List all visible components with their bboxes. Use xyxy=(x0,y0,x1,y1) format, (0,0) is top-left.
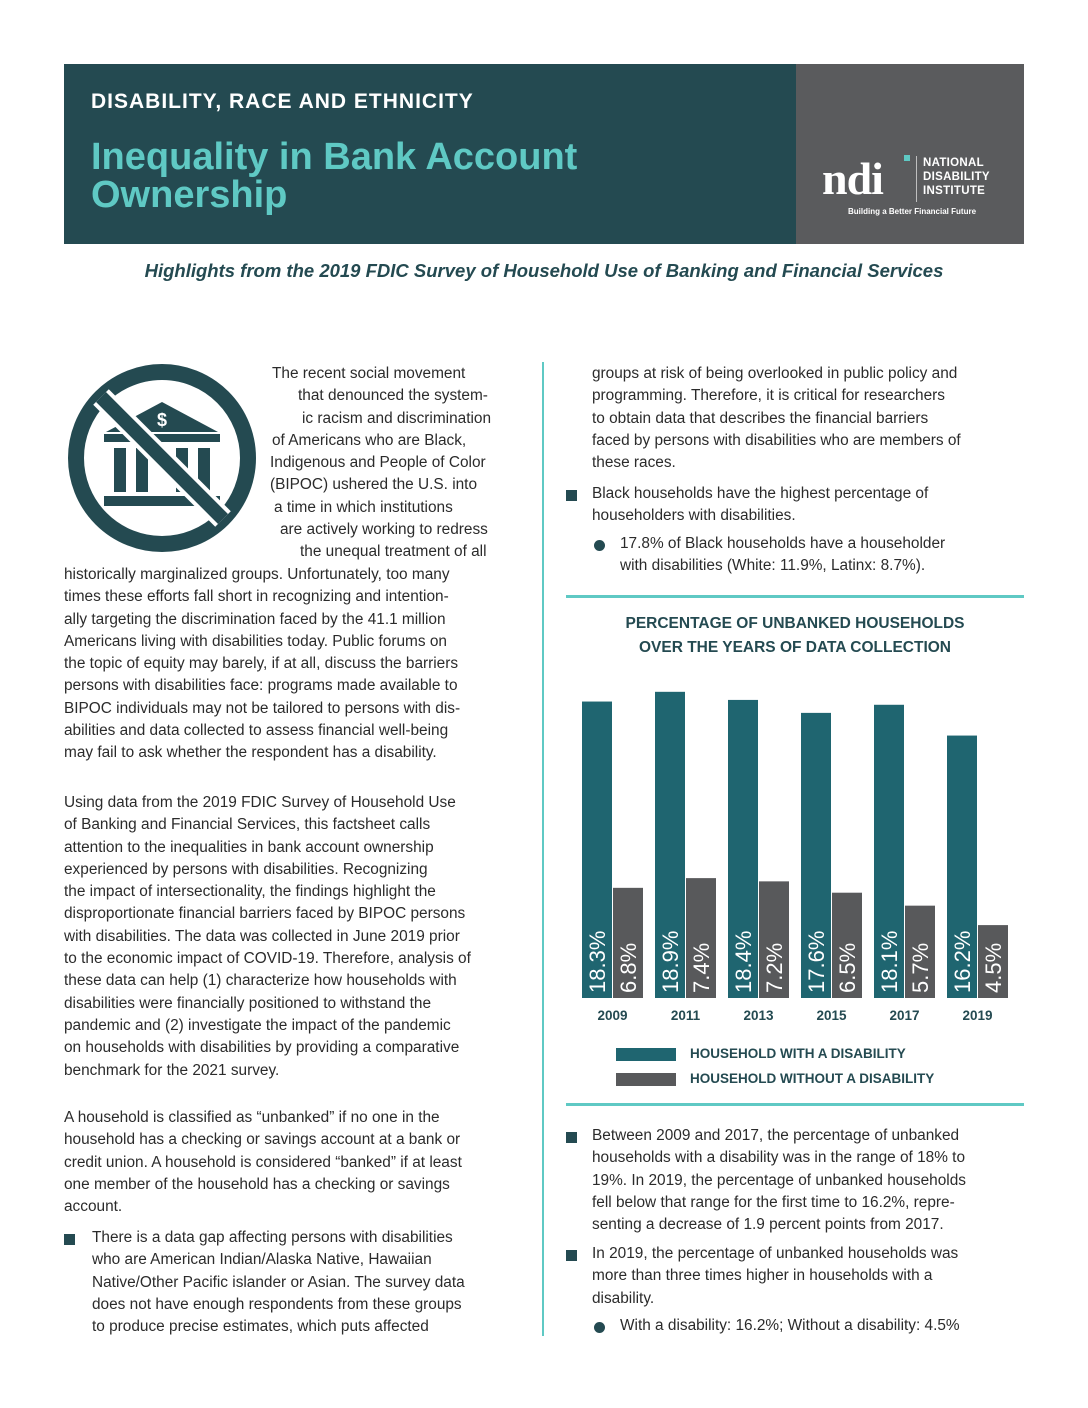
black-households-subbullet xyxy=(620,533,1024,578)
range-bullet xyxy=(592,1125,1024,1236)
bullet-dot xyxy=(594,1322,605,1333)
text-line: programming. Therefore, it is critical for researchers xyxy=(592,387,945,405)
text-line: Using data from the 2019 FDIC Survey of Household Use xyxy=(64,794,456,811)
logo-name-line: INSTITUTE xyxy=(923,185,986,197)
x-tick-label: 2013 xyxy=(743,1008,774,1023)
text-line: Americans living with disabilities today. Public forums on xyxy=(64,632,447,650)
logo-name-line: DISABILITY xyxy=(923,171,990,183)
text-line: groups at risk of being overlooked in public policy and xyxy=(592,365,958,382)
text-line: In 2019, the percentage of unbanked households was xyxy=(592,1245,959,1262)
text-line: of Banking and Financial Services, this factsheet calls xyxy=(64,816,431,834)
logo-name-line: NATIONAL xyxy=(923,157,984,169)
text-line: benchmark for the 2021 survey. xyxy=(64,1061,280,1079)
ndi-logo xyxy=(796,64,1024,244)
definition-paragraph xyxy=(64,1107,534,1218)
text-line: the impact of intersectionality, the findings highlight the xyxy=(64,883,436,901)
text-line: ally targeting the discrimination faced by the 41.1 million xyxy=(64,610,446,628)
header-banner xyxy=(64,64,1024,244)
text-line: disability. xyxy=(592,1289,655,1307)
text-line: one member of the household has a checking or savings xyxy=(64,1175,450,1193)
intro-paragraph xyxy=(64,564,534,765)
logo-dot xyxy=(904,155,910,161)
text-line: these data can help (1) characterize how households with xyxy=(64,972,457,990)
logo-tagline: Building a Better Financial Future xyxy=(848,207,977,216)
text-line: Black households have the highest percentage of xyxy=(592,485,929,502)
chart-bottom-rule xyxy=(566,1103,1024,1106)
legend-swatch-with-disability xyxy=(616,1048,676,1061)
bar-value-label: 4.5% xyxy=(981,942,1006,993)
text-line: to obtain data that describes the financial barriers xyxy=(592,409,929,427)
x-tick-label: 2017 xyxy=(889,1008,920,1023)
text-line: There is a data gap affecting persons with disabilities xyxy=(92,1229,453,1246)
chart-title xyxy=(566,612,1024,660)
text-line: may fail to ask whether the respondent has a disability. xyxy=(64,744,437,762)
text-line: BIPOC individuals may not be tailored to persons with dis- xyxy=(64,699,461,717)
bar-value-label: 18.4% xyxy=(731,930,756,993)
bar-value-label: 7.2% xyxy=(762,942,787,993)
text-line: the topic of equity may barely, if at all, discuss the barriers xyxy=(64,655,459,673)
bullet-dot xyxy=(594,540,605,551)
text-line: household has a checking or savings account at a bank or xyxy=(64,1131,461,1149)
text-line: with disabilities (White: 11.9%, Latinx: 8.7%). xyxy=(620,557,926,575)
text-line: does not have enough respondents from these groups xyxy=(92,1295,462,1313)
data-gap-bullet xyxy=(92,1227,532,1338)
bullet-square xyxy=(64,1234,75,1245)
legend-label-without-disability: HOUSEHOLD WITHOUT A DISABILITY xyxy=(690,1071,935,1086)
chart-title-line: PERCENTAGE OF UNBANKED HOUSEHOLDS xyxy=(625,615,965,632)
text-line: Indigenous and People of Color xyxy=(270,454,486,472)
unbanked-bar-chart xyxy=(570,660,1020,1030)
no-bank-icon xyxy=(64,360,260,556)
bar-value-label: 6.5% xyxy=(835,942,860,993)
page-title: Inequality in Bank Account Ownership xyxy=(91,136,578,216)
x-tick-label: 2009 xyxy=(597,1008,628,1023)
chart-top-rule xyxy=(566,595,1024,598)
text-line: times these efforts fall short in recognizing and intention- xyxy=(64,588,449,606)
logo-name xyxy=(923,156,990,198)
text-line: of Americans who are Black, xyxy=(272,431,467,449)
text-line: historically marginalized groups. Unfortunately, too many xyxy=(64,566,450,583)
text-line: The recent social movement xyxy=(272,365,466,382)
page-subtitle: Highlights from the 2019 FDIC Survey of Household Use of Banking and Financial Services xyxy=(144,260,944,281)
text-line: with disabilities. The data was collected in June 2019 prior xyxy=(64,927,460,945)
logo-mark: ndi xyxy=(822,153,883,204)
text-line: disabilities were financially positioned to withstand the xyxy=(64,994,432,1012)
black-households-bullet xyxy=(592,483,1024,528)
bar-value-label: 18.1% xyxy=(877,930,902,993)
text-line: experienced by persons with disabilities. Recognizing xyxy=(64,860,428,878)
text-line: are actively working to redress xyxy=(280,521,488,539)
text-line: householders with disabilities. xyxy=(592,507,796,525)
text-line: more than three times higher in households with a xyxy=(592,1267,933,1285)
text-line: Native/Other Pacific islander or Asian. The survey data xyxy=(92,1273,465,1291)
text-line: persons with disabilities face: programs made available to xyxy=(64,677,458,695)
text-line: faced by persons with disabilities who are members of xyxy=(592,431,961,449)
text-line: ic racism and discrimination xyxy=(302,409,492,427)
text-line: to the economic impact of COVID-19. Therefore, analysis of xyxy=(64,950,471,968)
bar-value-label: 7.4% xyxy=(689,942,714,993)
legend-swatch-without-disability xyxy=(616,1073,676,1086)
bullet-square xyxy=(566,1250,577,1261)
text-line: these races. xyxy=(592,454,676,472)
text-line: senting a decrease of 1.9 percent points from 2017. xyxy=(592,1216,944,1234)
three-times-bullet xyxy=(592,1243,1024,1310)
logo-divider xyxy=(916,156,917,202)
bar-value-label: 6.8% xyxy=(616,942,641,993)
bar-value-label: 17.6% xyxy=(804,930,829,993)
bar-value-label: 5.7% xyxy=(908,942,933,993)
text-line: to produce precise estimates, which puts affected xyxy=(92,1318,429,1336)
legend-label-with-disability: HOUSEHOLD WITH A DISABILITY xyxy=(690,1046,906,1061)
text-line: (BIPOC) ushered the U.S. into xyxy=(270,476,478,494)
continuation-paragraph xyxy=(592,363,1024,474)
text-line: 17.8% of Black households have a householder xyxy=(620,535,946,552)
text-line: who are American Indian/Alaska Native, Hawaiian xyxy=(92,1251,432,1269)
text-line: A household is classified as “unbanked” if no one in the xyxy=(64,1109,440,1126)
text-line: households with a disability was in the range of 18% to xyxy=(592,1149,966,1167)
header-kicker: DISABILITY, RACE AND ETHNICITY xyxy=(91,90,474,113)
text-line: credit union. A household is considered “banked” if at least xyxy=(64,1153,462,1171)
text-line: abilities and data collected to assess financial well-being xyxy=(64,722,449,740)
x-tick-label: 2015 xyxy=(816,1008,847,1023)
chart-title-line: OVER THE YEARS OF DATA COLLECTION xyxy=(638,639,952,656)
text-line: that denounced the system- xyxy=(298,387,488,405)
text-line: on households with disabilities by providing a comparative xyxy=(64,1039,460,1057)
x-tick-label: 2011 xyxy=(670,1008,701,1023)
text-line: account. xyxy=(64,1198,123,1216)
text-line: attention to the inequalities in bank account ownership xyxy=(64,838,434,856)
text-line: Between 2009 and 2017, the percentage of unbanked xyxy=(592,1127,960,1144)
column-divider xyxy=(542,362,544,1336)
text-line: a time in which institutions xyxy=(274,498,453,516)
text-line: disproportionate financial barriers faced by BIPOC persons xyxy=(64,905,466,923)
bullet-square xyxy=(566,490,577,501)
bar-value-label: 18.3% xyxy=(585,930,610,993)
text-line: pandemic and (2) investigate the impact of the pandemic xyxy=(64,1016,451,1034)
text-line: fell below that range for the first time to 16.2%, repre- xyxy=(592,1193,955,1211)
text-line: the unequal treatment of all xyxy=(300,543,487,561)
bar-value-label: 18.9% xyxy=(658,930,683,993)
x-tick-label: 2019 xyxy=(962,1008,993,1023)
bar-value-label: 16.2% xyxy=(950,930,975,993)
bullet-square xyxy=(566,1132,577,1143)
svg-text:$: $ xyxy=(156,410,168,430)
2019-comparison-subbullet: With a disability: 16.2%; Without a disability: 4.5% xyxy=(620,1317,960,1334)
intro-wrapped xyxy=(270,363,540,564)
text-line: 19%. In 2019, the percentage of unbanked households xyxy=(592,1171,966,1189)
data-source-paragraph xyxy=(64,792,534,1082)
